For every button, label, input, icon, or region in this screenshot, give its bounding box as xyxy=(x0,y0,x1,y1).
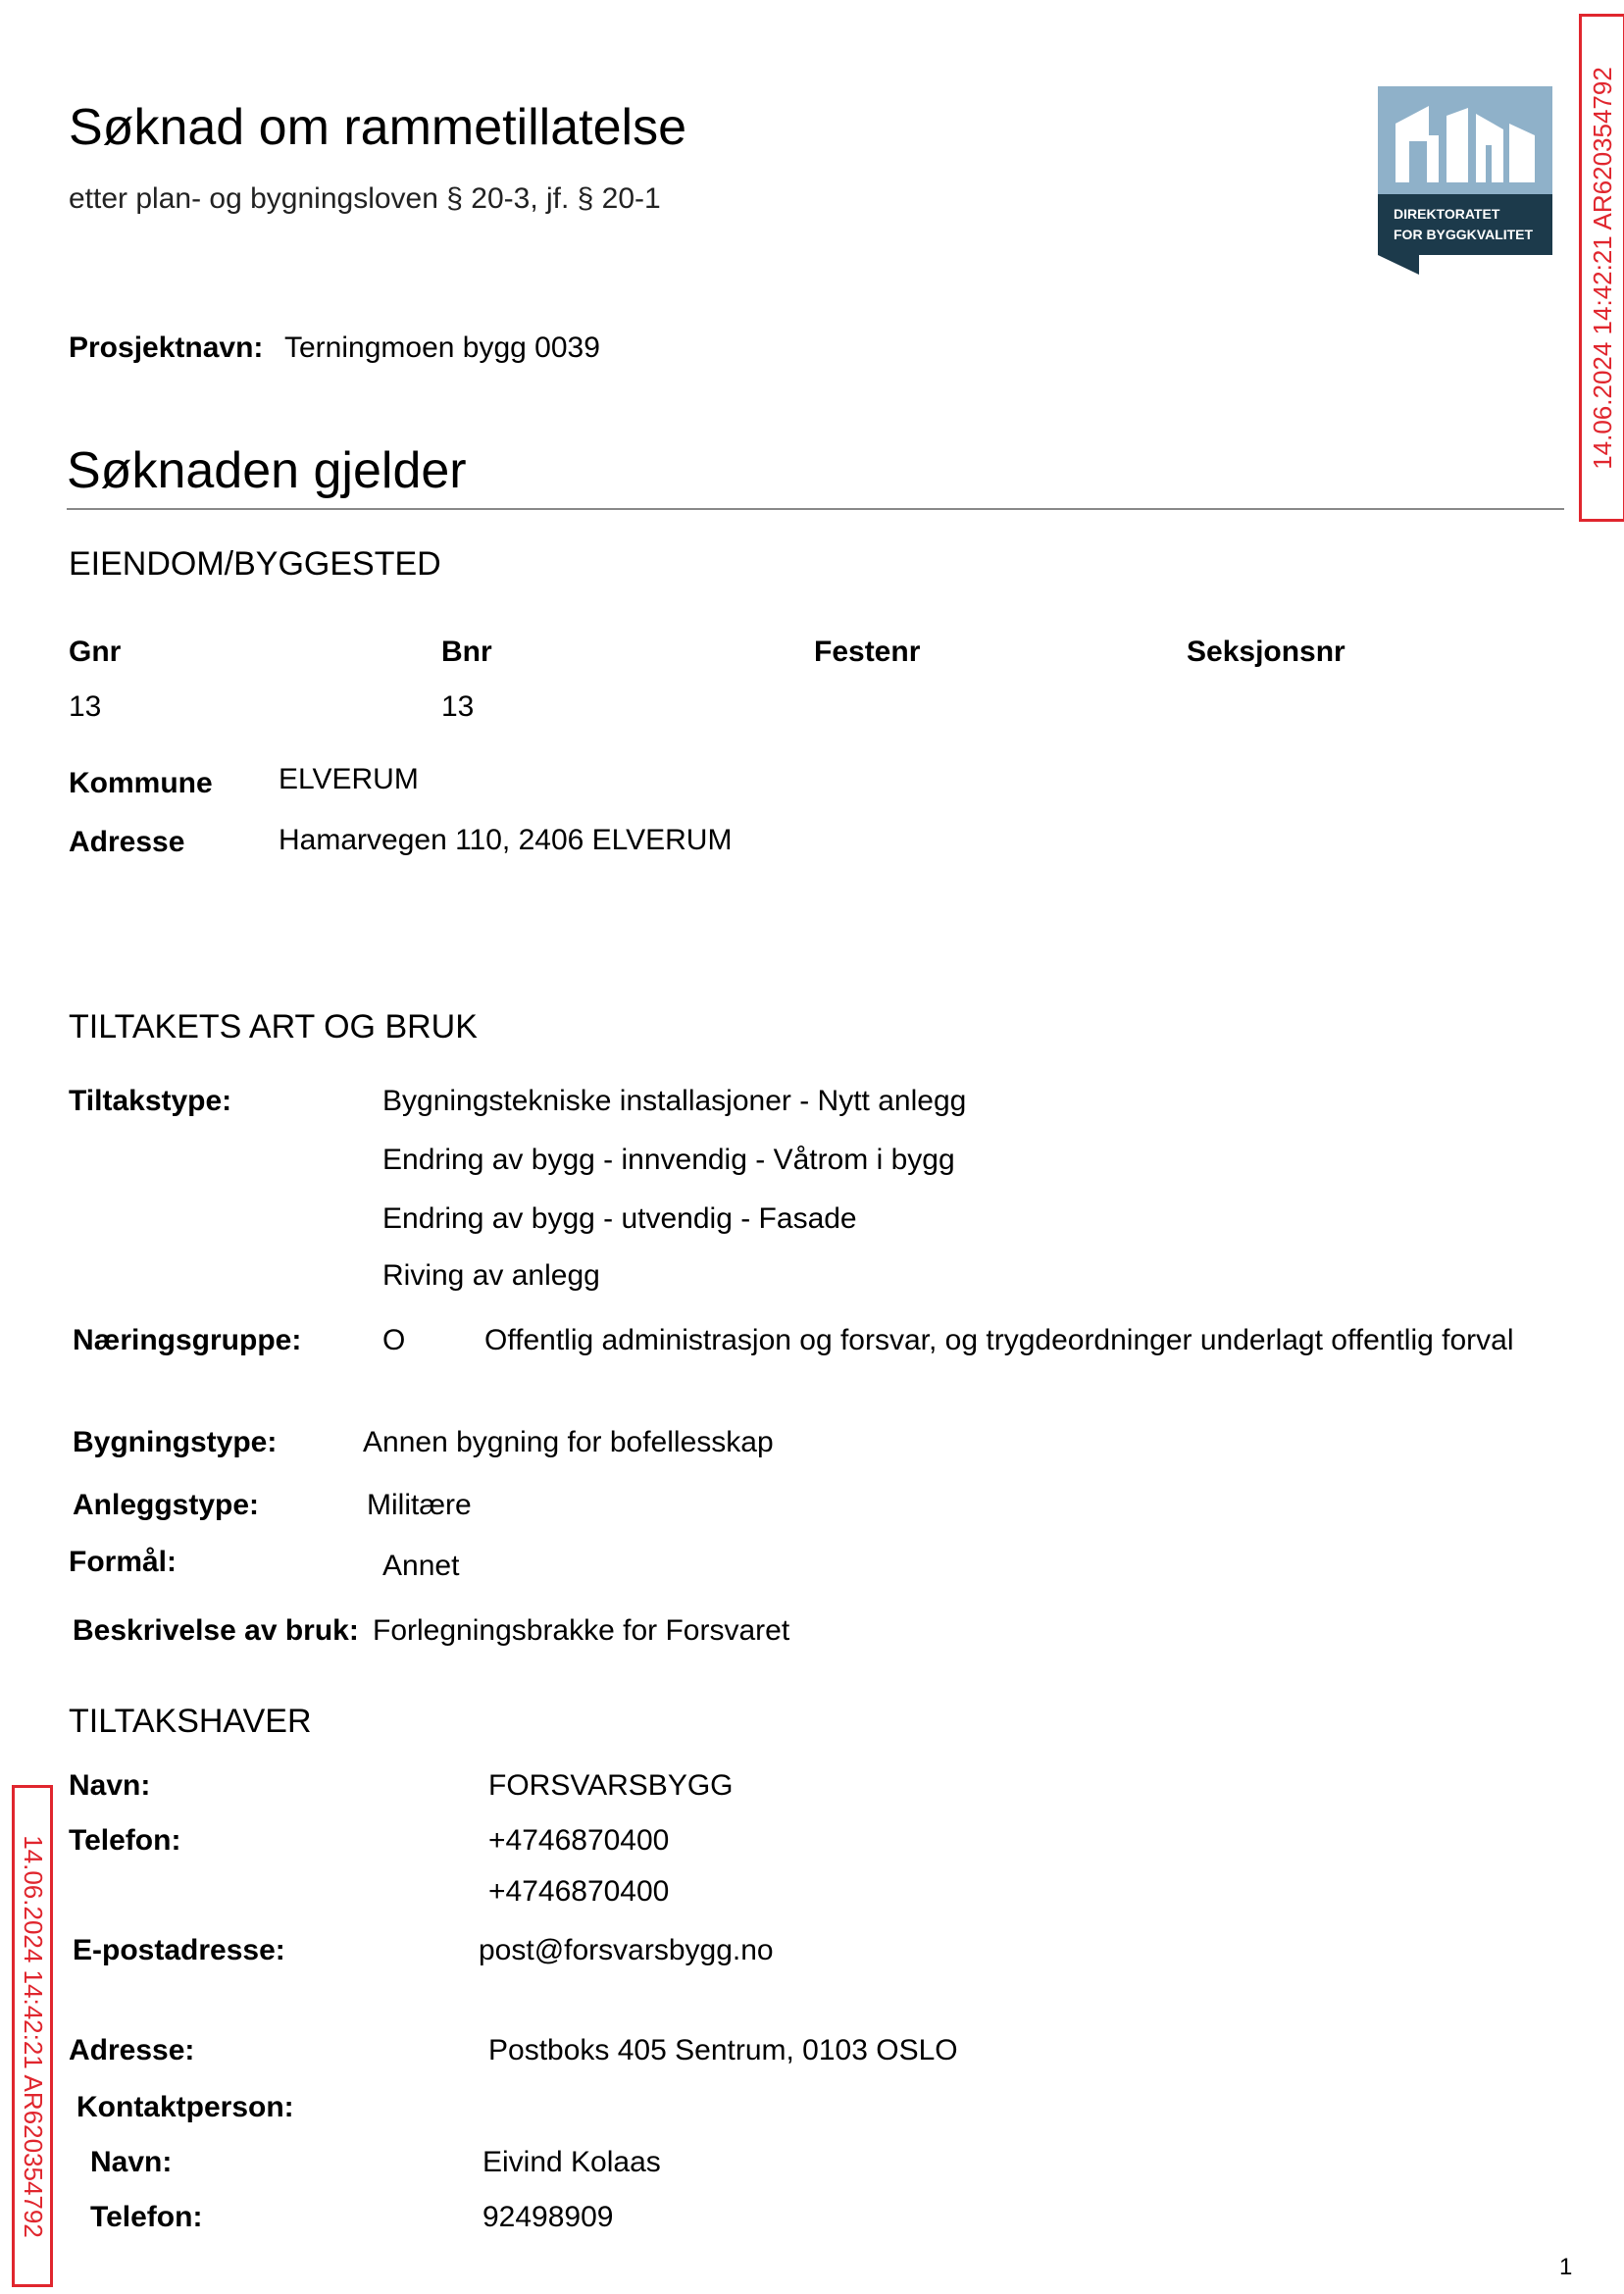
project-label: Prosjektnavn: xyxy=(69,331,264,364)
tiltakshaver-telefon-value: +4746870400 xyxy=(488,1875,670,1908)
tiltakshaver-adresse-value: Postboks 405 Sentrum, 0103 OSLO xyxy=(488,2034,958,2066)
tiltakstype-item: Endring av bygg - innvendig - Våtrom i bygg xyxy=(382,1144,955,1176)
document-subtitle: etter plan- og bygningsloven § 20-3, jf. § 20-1 xyxy=(69,182,661,215)
archive-stamp-right xyxy=(1579,14,1624,522)
bygningstype-value: Annen bygning for bofellesskap xyxy=(363,1426,774,1458)
section-divider xyxy=(67,508,1564,510)
project-value: Terningmoen bygg 0039 xyxy=(284,331,600,364)
tiltakstype-item: Endring av bygg - utvendig - Fasade xyxy=(382,1202,857,1235)
tiltakshaver-adresse-label: Adresse: xyxy=(69,2034,195,2066)
logo-text-1: DIREKTORATET xyxy=(1394,206,1500,222)
tiltak-heading: TILTAKETS ART OG BRUK xyxy=(69,1008,478,1045)
col-festenr: Festenr xyxy=(814,636,921,668)
tiltakshaver-epost-label: E-postadresse: xyxy=(73,1934,285,1966)
formal-label: Formål: xyxy=(69,1546,178,1578)
bygningstype-label: Bygningstype: xyxy=(73,1426,278,1458)
anleggstype-value: Militære xyxy=(367,1489,472,1521)
naeringsgruppe-label: Næringsgruppe: xyxy=(73,1324,302,1356)
kontakt-telefon-label: Telefon: xyxy=(90,2201,203,2233)
col-gnr: Gnr xyxy=(69,636,122,668)
tiltakshaver-telefon-value: +4746870400 xyxy=(488,1824,670,1857)
beskrivelse-label: Beskrivelse av bruk: xyxy=(73,1614,359,1647)
adresse-value: Hamarvegen 110, 2406 ELVERUM xyxy=(279,824,733,856)
kommune-label: Kommune xyxy=(69,767,213,799)
property-heading: EIENDOM/BYGGESTED xyxy=(69,545,441,583)
kontakt-navn-value: Eivind Kolaas xyxy=(482,2146,661,2178)
stamp-text-right: 14.06.2024 14:42:21 AR620354792 xyxy=(1587,66,1617,470)
tiltakstype-item: Riving av anlegg xyxy=(382,1259,600,1292)
naeringsgruppe-code: O xyxy=(382,1324,406,1356)
tiltakshaver-navn-label: Navn: xyxy=(69,1769,151,1802)
anleggstype-label: Anleggstype: xyxy=(73,1489,260,1521)
tiltakshaver-navn-value: FORSVARSBYGG xyxy=(488,1769,734,1802)
kontakt-navn-label: Navn: xyxy=(90,2146,173,2178)
gnr-value: 13 xyxy=(69,690,102,723)
formal-value: Annet xyxy=(382,1550,460,1582)
col-seksjonsnr: Seksjonsnr xyxy=(1187,636,1345,668)
kontaktperson-label: Kontaktperson: xyxy=(76,2091,294,2123)
tiltakstype-label: Tiltakstype: xyxy=(69,1085,232,1117)
dibk-logo xyxy=(1378,86,1552,280)
page-number: 1 xyxy=(1559,2254,1573,2280)
adresse-label: Adresse xyxy=(69,826,185,858)
bnr-value: 13 xyxy=(441,690,475,723)
document-title: Søknad om rammetillatelse xyxy=(69,99,686,156)
tiltakshaver-epost-value: post@forsvarsbygg.no xyxy=(479,1934,774,1966)
archive-stamp-left xyxy=(12,1785,53,2287)
kommune-value: ELVERUM xyxy=(279,763,419,795)
logo-text-2: FOR BYGGKVALITET xyxy=(1394,227,1534,242)
col-bnr: Bnr xyxy=(441,636,492,668)
naeringsgruppe-value: Offentlig administrasjon og forsvar, og trygdeordninger underlagt offentlig forval xyxy=(484,1324,1514,1356)
stamp-text-left: 14.06.2024 14:42:21 AR620354792 xyxy=(18,1834,48,2238)
beskrivelse-value: Forlegningsbrakke for Forsvaret xyxy=(373,1614,790,1647)
tiltakstype-item: Bygningstekniske installasjoner - Nytt anlegg xyxy=(382,1085,967,1117)
tiltakshaver-heading: TILTAKSHAVER xyxy=(69,1703,312,1740)
section-title: Søknaden gjelder xyxy=(67,442,467,499)
kontakt-telefon-value: 92498909 xyxy=(482,2201,614,2233)
tiltakshaver-telefon-label: Telefon: xyxy=(69,1824,181,1857)
